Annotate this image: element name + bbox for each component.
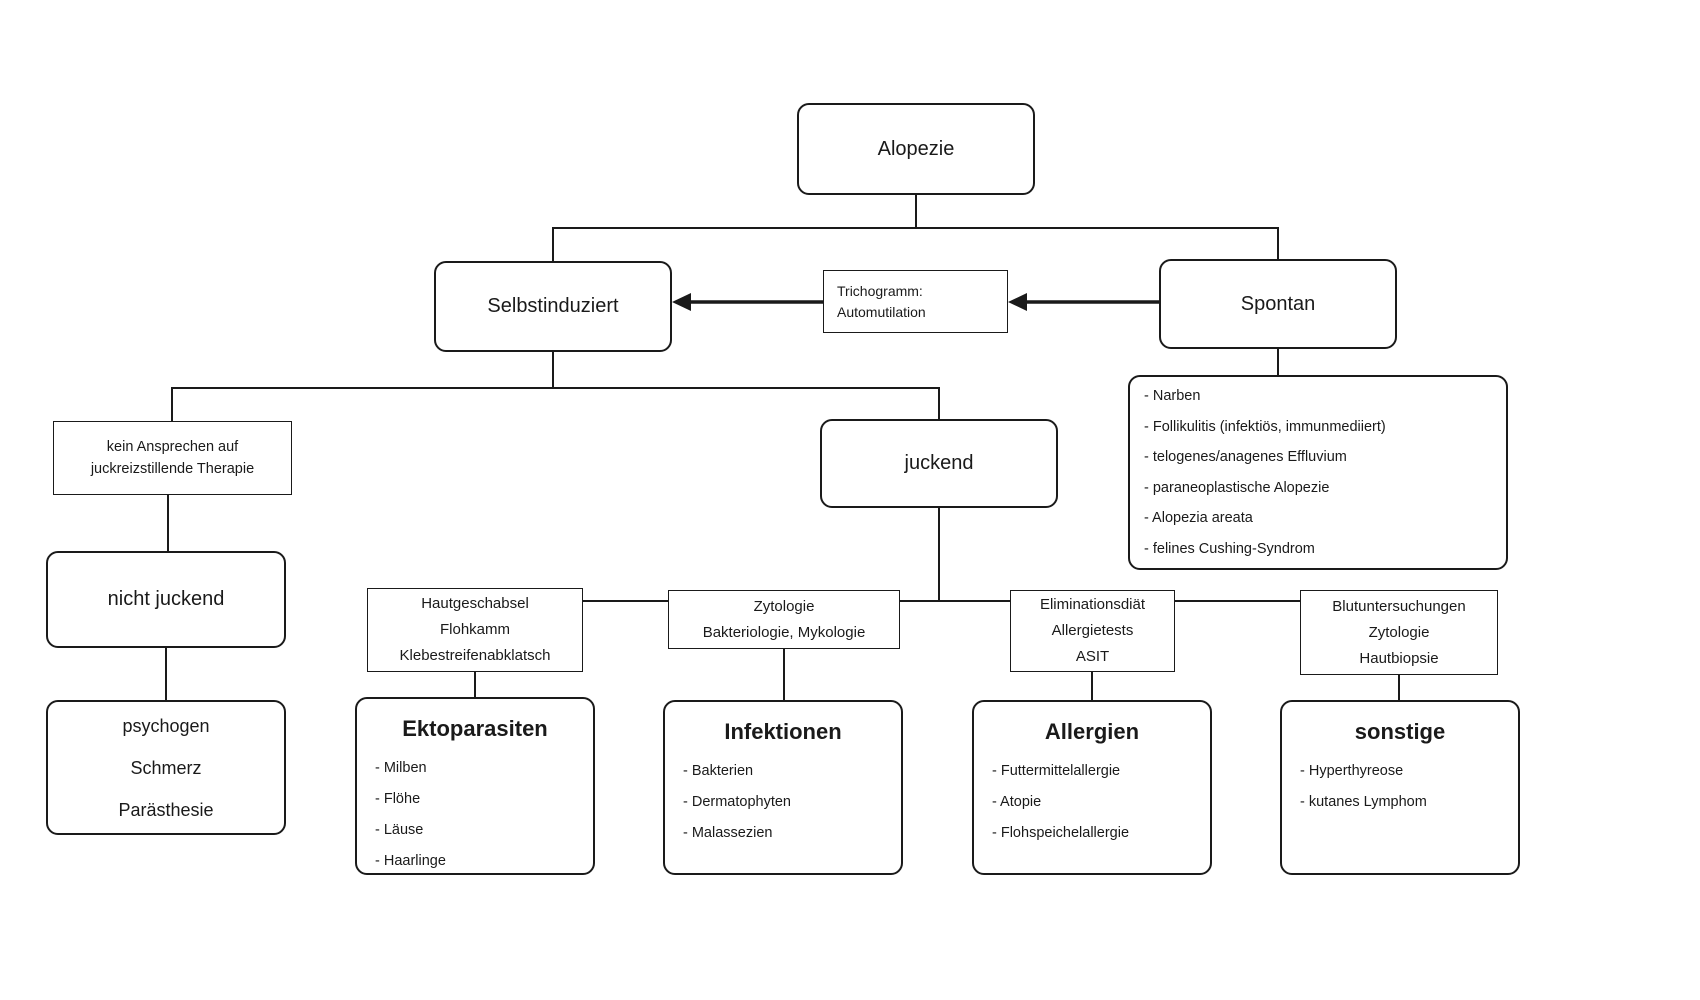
test-box-zytologie xyxy=(668,590,900,649)
node-kein-ansprechen xyxy=(53,421,292,495)
test-box-hautgeschabsel xyxy=(367,588,583,672)
list-item: - paraneoplastische Alopezie xyxy=(1144,479,1330,496)
test-line: Allergietests xyxy=(1051,622,1134,639)
result-box-ektoparasiten xyxy=(355,697,595,875)
list-item: - Hyperthyreose xyxy=(1300,762,1404,779)
result-box-allergien xyxy=(972,700,1212,875)
list-item: - Bakterien xyxy=(683,762,754,779)
test-line: Klebestreifenabklatsch xyxy=(399,647,551,664)
node-label: Selbstinduziert xyxy=(487,295,619,317)
result-box-sonstige xyxy=(1280,700,1520,875)
test-line: ASIT xyxy=(1075,648,1110,665)
list-item: - Läuse xyxy=(375,821,424,838)
test-line: Blutuntersuchungen xyxy=(1332,597,1466,615)
list-item: - Flohspeichelallergie xyxy=(992,824,1130,841)
node-line: kein Ansprechen auf xyxy=(106,439,239,455)
test-box-blutuntersuchungen xyxy=(1300,590,1498,675)
test-box-eliminationsdiaet xyxy=(1010,590,1175,672)
test-line: Zytologie xyxy=(1368,623,1430,641)
list-item: - Narben xyxy=(1144,388,1201,404)
node-line: Parästhesie xyxy=(118,799,214,820)
node-nicht-juckend xyxy=(46,551,286,648)
node-selbstinduziert xyxy=(434,261,672,352)
arrow-head xyxy=(672,293,691,311)
list-item: - Atopie xyxy=(992,793,1042,810)
test-line: Eliminationsdiät xyxy=(1039,596,1146,613)
result-title: Infektionen xyxy=(724,719,842,744)
test-line: Hautbiopsie xyxy=(1359,649,1439,667)
arrow-head xyxy=(1008,293,1027,311)
node-juckend xyxy=(820,419,1058,508)
node-label: juckend xyxy=(904,452,974,474)
list-item: - Alopezia areata xyxy=(1144,510,1253,526)
result-title: sonstige xyxy=(1354,719,1446,744)
test-line: Bakteriologie, Mykologie xyxy=(702,623,866,641)
list-item: - Milben xyxy=(375,759,427,776)
test-line: Flohkamm xyxy=(439,621,510,638)
test-line: Hautgeschabsel xyxy=(421,595,529,612)
test-line: Zytologie xyxy=(753,597,815,615)
trichogramm-line: Automutilation xyxy=(837,303,926,320)
node-line: psychogen xyxy=(122,715,210,736)
node-alopezie xyxy=(797,103,1035,195)
result-title: Allergien xyxy=(1044,719,1140,744)
list-item: - Follikulitis (infektiös, immunmediiert) xyxy=(1144,418,1386,435)
node-label: Alopezie xyxy=(877,137,955,160)
result-title: Ektoparasiten xyxy=(402,716,548,741)
list-item: - kutanes Lymphom xyxy=(1300,793,1427,810)
node-line: juckreizstillende Therapie xyxy=(90,461,255,477)
node-line: Schmerz xyxy=(130,757,202,778)
node-label: Spontan xyxy=(1240,292,1316,315)
list-item: - Futtermittelallergie xyxy=(992,762,1121,779)
node-trichogramm xyxy=(823,270,1008,333)
node-spontan xyxy=(1159,259,1397,349)
list-item: - Dermatophyten xyxy=(683,793,791,810)
list-item: - Haarlinge xyxy=(375,852,446,869)
list-item: - Malassezien xyxy=(683,824,773,841)
node-label: nicht juckend xyxy=(107,588,225,610)
list-item: - felines Cushing-Syndrom xyxy=(1144,540,1315,557)
result-box-infektionen xyxy=(663,700,903,875)
list-item: - Flöhe xyxy=(375,790,421,807)
list-item: - telogenes/anagenes Effluvium xyxy=(1144,449,1347,465)
trichogramm-line: Trichogramm: xyxy=(837,282,923,299)
spontan-causes-list xyxy=(1128,375,1508,570)
node-psychogen xyxy=(46,700,286,835)
